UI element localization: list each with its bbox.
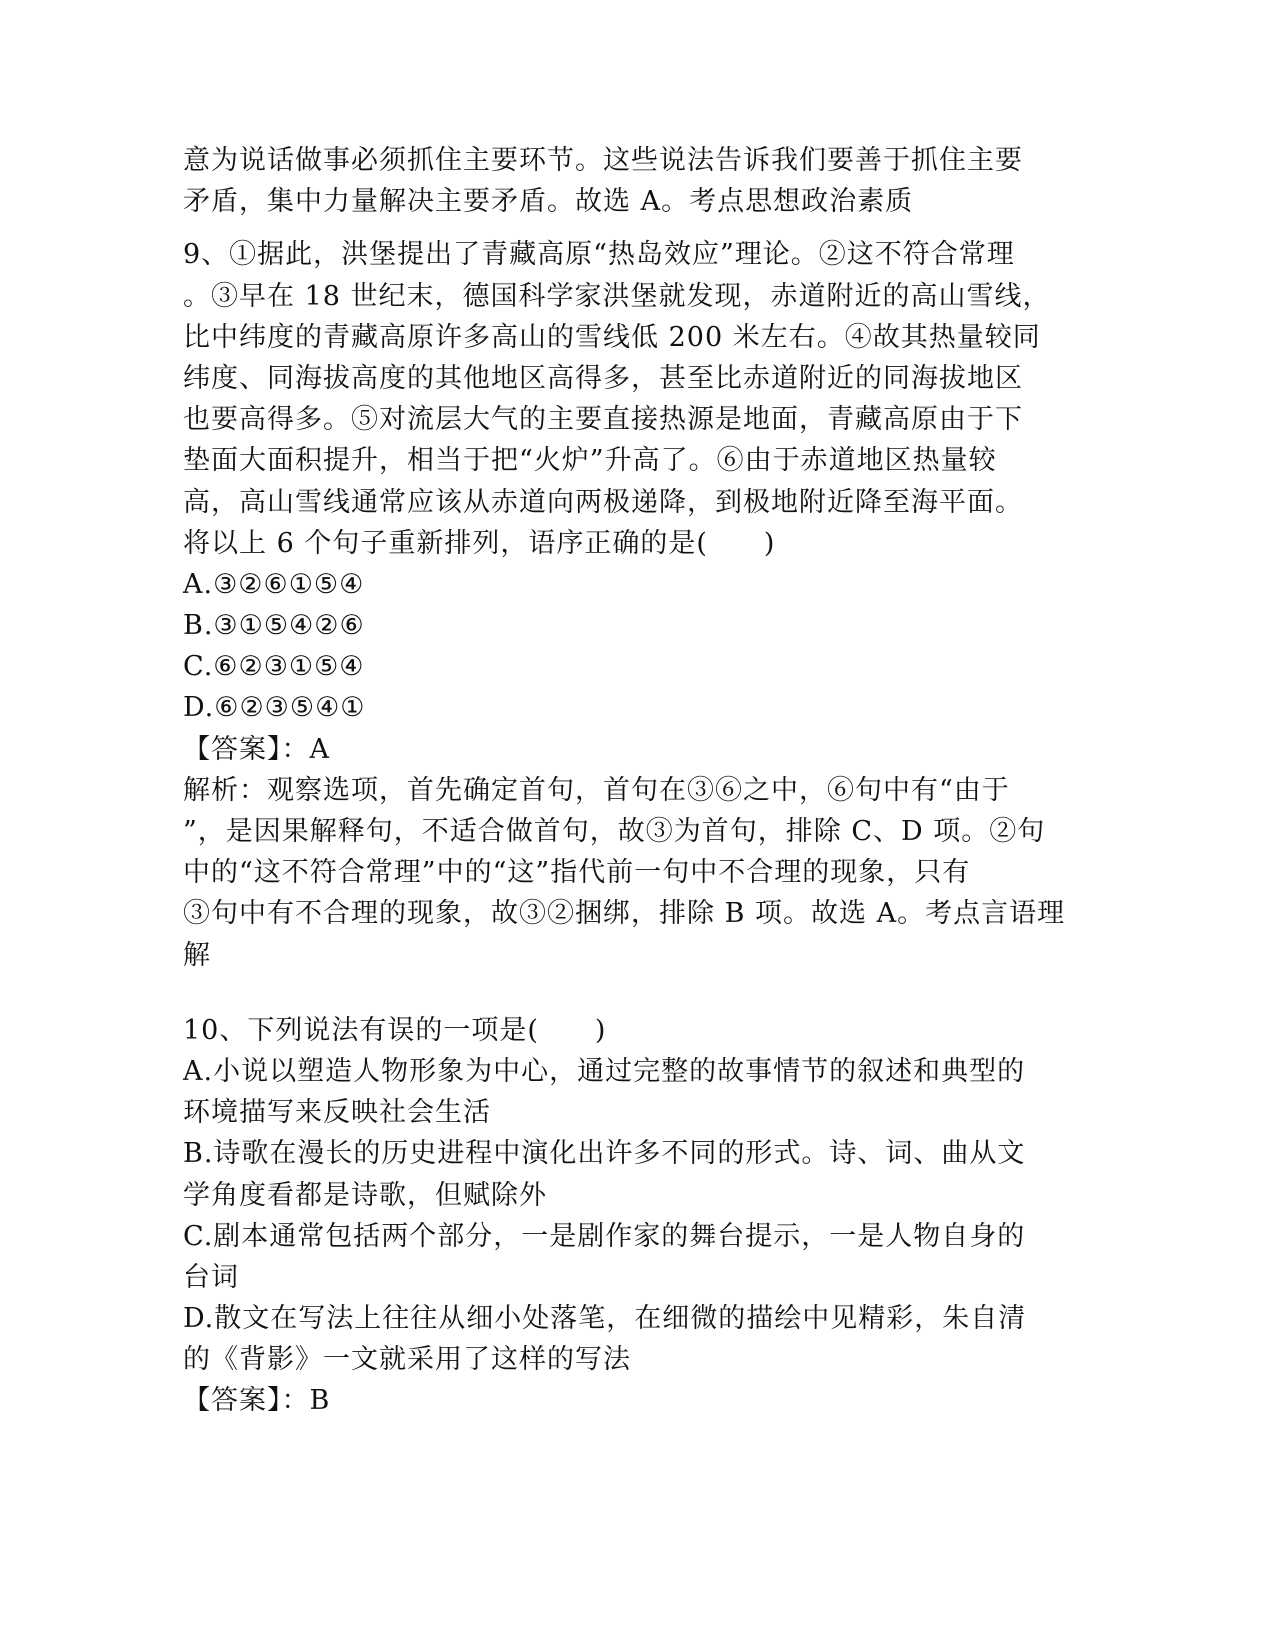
question-10-stem: 10、下列说法有误的一项是( ) [183,1014,607,1046]
option-d: D.散文在写法上往往从细小处落笔，在细微的描绘中见精彩，朱自清 [183,1303,1027,1335]
text-line: 将以上 6 个句子重新排列，语序正确的是( ) [183,527,776,559]
text-line: ③句中有不合理的现象，故③②捆绑，排除 B 项。故选 A。考点言语理 [183,898,1066,930]
option-d: D.⑥②③⑤④① [183,692,366,724]
option-a: A.小说以塑造人物形象为中心，通过完整的故事情节的叙述和典型的 [183,1055,1026,1087]
question-9-stem [183,234,1051,564]
text-line: 高，高山雪线通常应该从赤道向两极递降，到极地附近降至海平面。 [183,486,1023,518]
option-c: C.⑥②③①⑤④ [183,651,365,683]
option-a-continued: 环境描写来反映社会生活 [183,1097,491,1129]
question-10-answer: 【答案】：B [183,1385,331,1417]
text-line: 比中纬度的青藏高原许多高山的雪线低 200 米左右。④故其热量较同 [183,321,1041,353]
text-line: ”，是因果解释句，不适合做首句，故③为首句，排除 C、D 项。②句 [183,816,1046,847]
question-10 [183,1010,1043,1422]
text-line: 意为说话做事必须抓住主要环节。这些说法告诉我们要善于抓住主要 [183,145,1023,176]
option-d-continued: 的《背影》一文就采用了这样的写法 [183,1344,631,1376]
option-b-continued: 学角度看都是诗歌，但赋除外 [183,1179,547,1211]
previous-question-explanation [183,140,1043,222]
document-page [183,140,1066,1422]
question-9-explanation [183,770,1066,976]
text-line: 解析：观察选项，首先确定首句，首句在③⑥之中，⑥句中有“由于 [183,774,1010,806]
option-c: C.剧本通常包括两个部分，一是剧作家的舞台提示，一是人物自身的 [183,1220,1026,1252]
question-9 [183,234,1066,975]
text-line: 9、①据此，洪堡提出了青藏高原“热岛效应”理论。②这不符合常理 [183,239,1015,271]
question-10-options [183,1051,1043,1381]
text-line: 解 [183,939,211,971]
option-a: A.③②⑥①⑤④ [183,568,365,600]
question-9-options [183,564,1043,729]
text-line: 矛盾，集中力量解决主要矛盾。故选 A。考点思想政治素质 [183,186,914,218]
text-line: 中的“这不符合常理”中的“这”指代前一句中不合理的现象，只有 [183,857,971,889]
text-line: 垫面大面积提升，相当于把“火炉”升高了。⑥由于赤道地区热量较 [183,445,997,477]
option-b: B.诗歌在漫长的历史进程中演化出许多不同的形式。诗、词、曲从文 [183,1138,1026,1170]
text-line: 也要高得多。⑤对流层大气的主要直接热源是地面，青藏高原由于下 [183,404,1023,436]
text-line: 。③早在 18 世纪末，德国科学家洪堡就发现，赤道附近的高山雪线， [183,280,1051,312]
option-c-continued: 台词 [183,1261,239,1293]
option-b: B.③①⑤④②⑥ [183,610,365,642]
text-line: 纬度、同海拔高度的其他地区高得多，甚至比赤道附近的同海拔地区 [183,362,1023,394]
question-9-answer: 【答案】：A [183,733,330,765]
